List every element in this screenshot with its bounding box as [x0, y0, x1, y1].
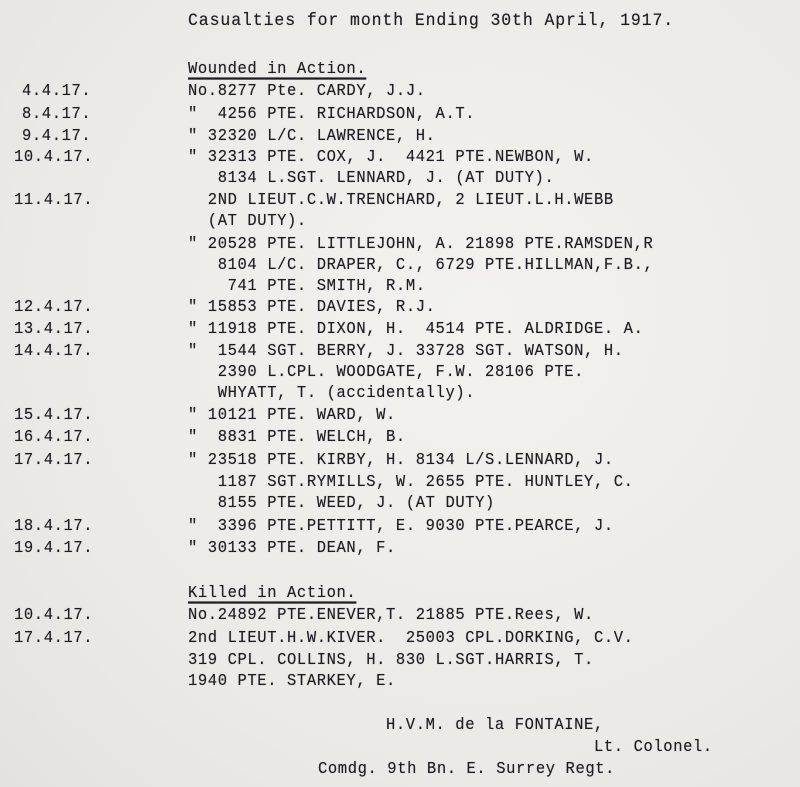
- document-title: Casualties for month Ending 30th April, 1917.: [188, 10, 675, 31]
- entry-line: " 15853 PTE. DAVIES, R.J.: [188, 297, 436, 317]
- entry-line: No.8277 Pte. CARDY, J.J.: [188, 81, 426, 101]
- entry-line: " 11918 PTE. DIXON, H. 4514 PTE. ALDRIDGE. A.: [188, 319, 644, 339]
- entry-line: 8155 PTE. WEED, J. (AT DUTY): [188, 493, 495, 513]
- entry-line: " 32320 L/C. LAWRENCE, H.: [188, 126, 436, 146]
- entry-date: 17.4.17.: [14, 450, 94, 470]
- entry-line: " 20528 PTE. LITTLEJOHN, A. 21898 PTE.RAMSDEN,R: [188, 234, 654, 254]
- entry-line: 1187 SGT.RYMILLS, W. 2655 PTE. HUNTLEY, C.: [188, 472, 634, 492]
- entry-date: 17.4.17.: [14, 628, 94, 648]
- entry-line: " 32313 PTE. COX, J. 4421 PTE.NEWBON, W.: [188, 147, 594, 167]
- entry-line: " 8831 PTE. WELCH, B.: [188, 427, 406, 447]
- entry-date: 8.4.17.: [22, 104, 92, 124]
- entry-date: 14.4.17.: [14, 341, 94, 361]
- entry-line: 1940 PTE. STARKEY, E.: [188, 671, 396, 691]
- entry-line: 8104 L/C. DRAPER, C., 6729 PTE.HILLMAN,F.B.,: [188, 255, 654, 275]
- entry-date: 16.4.17.: [14, 427, 94, 447]
- wounded-heading: Wounded in Action.: [188, 59, 367, 79]
- entry-line: 2nd LIEUT.H.W.KIVER. 25003 CPL.DORKING, C.V.: [188, 628, 634, 648]
- entry-date: 11.4.17.: [14, 190, 94, 210]
- entry-date: 9.4.17.: [22, 126, 92, 146]
- entry-date: 15.4.17.: [14, 405, 94, 425]
- entry-date: 18.4.17.: [14, 516, 94, 536]
- entry-date: 19.4.17.: [14, 538, 94, 558]
- entry-line: " 30133 PTE. DEAN, F.: [188, 538, 396, 558]
- entry-line: No.24892 PTE.ENEVER,T. 21885 PTE.Rees, W.: [188, 605, 594, 625]
- entry-date: 10.4.17.: [14, 147, 94, 167]
- signature-rank: Lt. Colonel.: [594, 737, 713, 757]
- entry-line: 8134 L.SGT. LENNARD, J. (AT DUTY).: [188, 168, 555, 188]
- entry-date: 10.4.17.: [14, 605, 94, 625]
- signature-unit: Comdg. 9th Bn. E. Surrey Regt.: [318, 759, 616, 779]
- entry-date: 4.4.17.: [22, 81, 92, 101]
- entry-line: " 4256 PTE. RICHARDSON, A.T.: [188, 104, 476, 124]
- entry-line: WHYATT, T. (accidentally).: [188, 383, 476, 403]
- entry-line: 319 CPL. COLLINS, H. 830 L.SGT.HARRIS, T.: [188, 650, 594, 670]
- entry-date: 13.4.17.: [14, 319, 94, 339]
- killed-heading: Killed in Action.: [188, 583, 357, 603]
- entry-line: " 3396 PTE.PETTITT, E. 9030 PTE.PEARCE, J.: [188, 516, 614, 536]
- entry-line: 2ND LIEUT.C.W.TRENCHARD, 2 LIEUT.L.H.WEBB: [188, 190, 614, 210]
- entry-line: " 23518 PTE. KIRBY, H. 8134 L/S.LENNARD, J.: [188, 450, 614, 470]
- entry-line: 741 PTE. SMITH, R.M.: [188, 276, 426, 296]
- signature-name: H.V.M. de la FONTAINE,: [386, 715, 604, 735]
- entry-line: (AT DUTY).: [188, 211, 307, 231]
- entry-date: 12.4.17.: [14, 297, 94, 317]
- entry-line: " 1544 SGT. BERRY, J. 33728 SGT. WATSON, H.: [188, 341, 624, 361]
- entry-line: 2390 L.CPL. WOODGATE, F.W. 28106 PTE.: [188, 362, 585, 382]
- entry-line: " 10121 PTE. WARD, W.: [188, 405, 396, 425]
